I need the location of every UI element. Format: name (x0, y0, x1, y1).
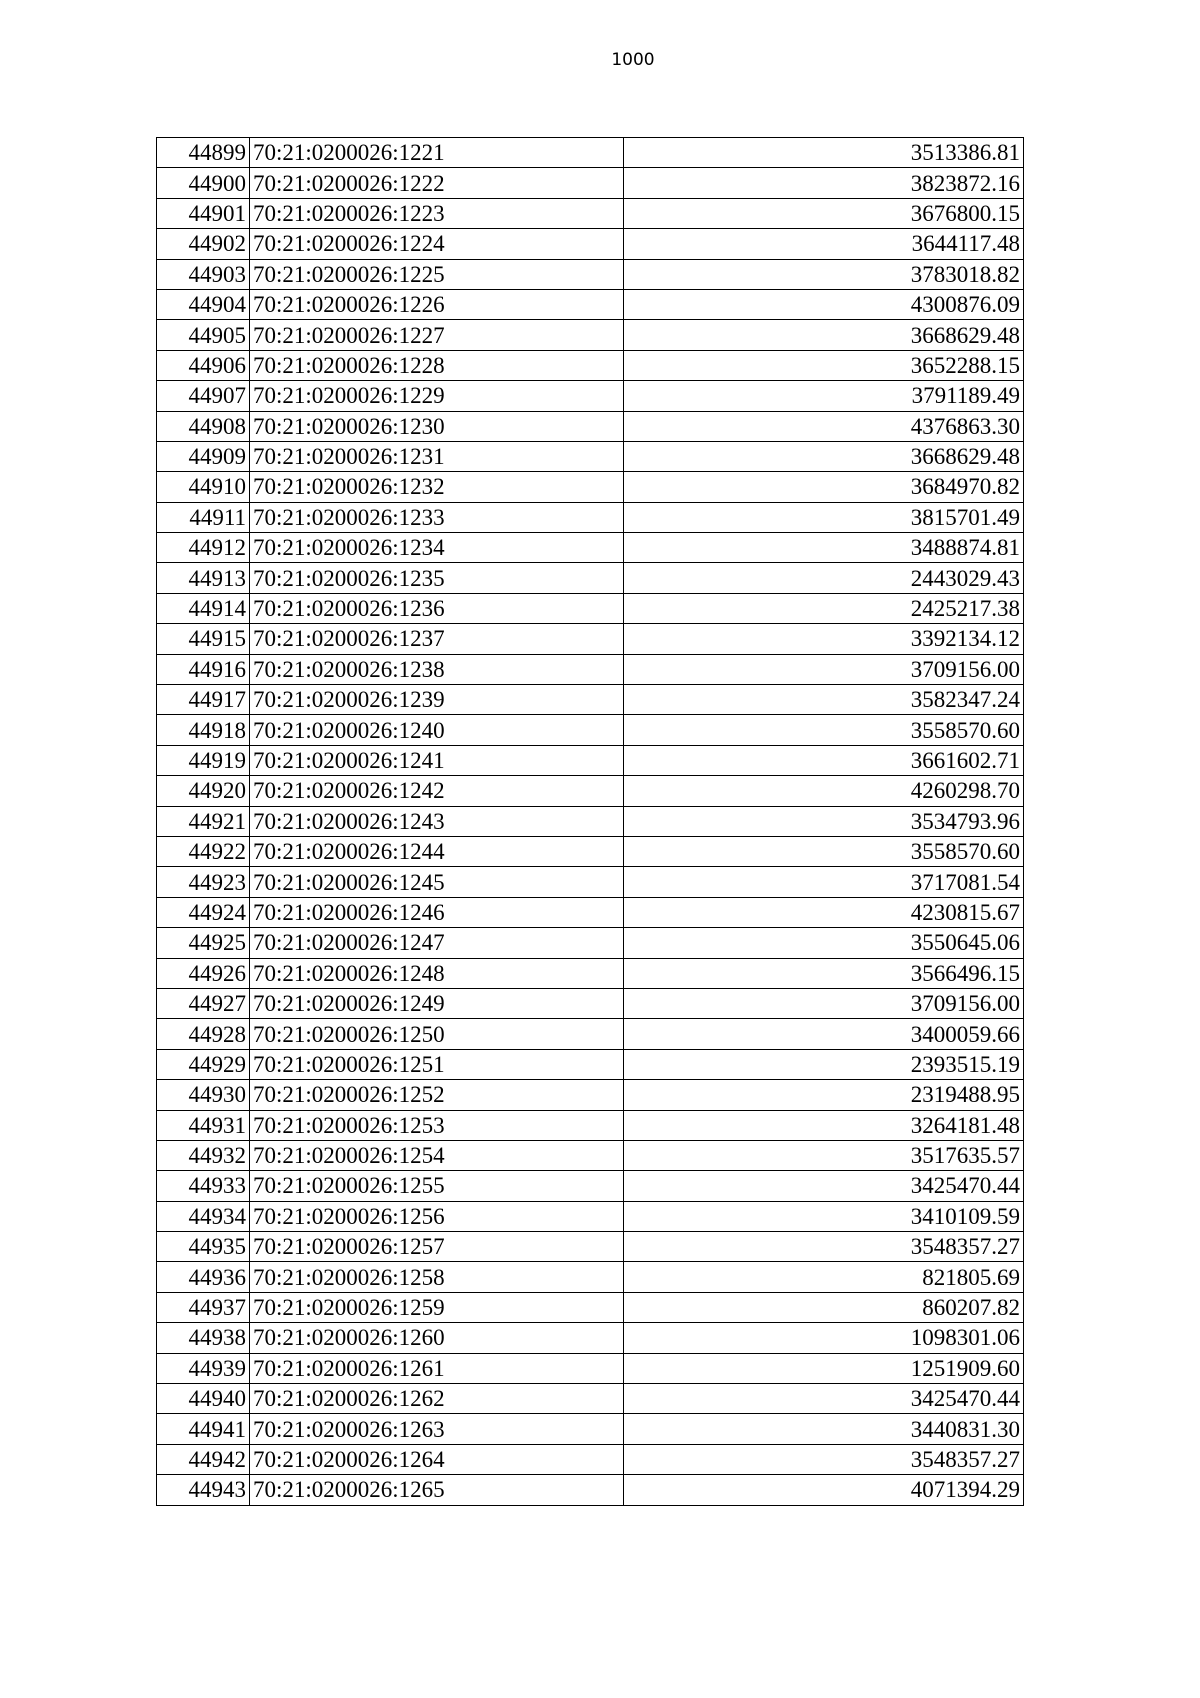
row-number-cell: 44912 (157, 533, 250, 563)
table-row (157, 1049, 1024, 1079)
cadastral-value-cell: 4071394.29 (624, 1475, 1024, 1505)
row-number-cell: 44935 (157, 1232, 250, 1262)
cadastral-number-cell: 70:21:0200026:1260 (250, 1323, 624, 1353)
table-row (157, 928, 1024, 958)
table-row (157, 836, 1024, 866)
table-body (157, 138, 1024, 1506)
table-row (157, 229, 1024, 259)
row-number-cell: 44925 (157, 928, 250, 958)
cadastral-value-cell: 2425217.38 (624, 593, 1024, 623)
cadastral-number-cell: 70:21:0200026:1222 (250, 168, 624, 198)
cadastral-number-cell: 70:21:0200026:1258 (250, 1262, 624, 1292)
cadastral-value-cell: 3783018.82 (624, 259, 1024, 289)
cadastral-number-cell: 70:21:0200026:1247 (250, 928, 624, 958)
cadastral-value-cell: 3566496.15 (624, 958, 1024, 988)
table-row (157, 867, 1024, 897)
cadastral-value-cell: 3709156.00 (624, 988, 1024, 1018)
row-number-cell: 44927 (157, 988, 250, 1018)
row-number-cell: 44939 (157, 1353, 250, 1383)
cadastral-value-cell: 3425470.44 (624, 1171, 1024, 1201)
row-number-cell: 44922 (157, 836, 250, 866)
page-number: 1000 (611, 50, 655, 70)
row-number-cell: 44934 (157, 1201, 250, 1231)
cadastral-value-cell: 4230815.67 (624, 897, 1024, 927)
row-number-cell: 44924 (157, 897, 250, 927)
cadastral-value-cell: 1251909.60 (624, 1353, 1024, 1383)
cadastral-value-cell: 3644117.48 (624, 229, 1024, 259)
cadastral-value-cell: 3548357.27 (624, 1232, 1024, 1262)
cadastral-number-cell: 70:21:0200026:1264 (250, 1444, 624, 1474)
cadastral-value-cell: 3815701.49 (624, 502, 1024, 532)
row-number-cell: 44943 (157, 1475, 250, 1505)
cadastral-number-cell: 70:21:0200026:1256 (250, 1201, 624, 1231)
cadastral-value-cell: 1098301.06 (624, 1323, 1024, 1353)
table-row (157, 715, 1024, 745)
row-number-cell: 44911 (157, 502, 250, 532)
table-row (157, 1080, 1024, 1110)
cadastral-value-cell: 3717081.54 (624, 867, 1024, 897)
row-number-cell: 44901 (157, 198, 250, 228)
cadastral-value-cell: 2443029.43 (624, 563, 1024, 593)
table-row (157, 563, 1024, 593)
cadastral-number-cell: 70:21:0200026:1243 (250, 806, 624, 836)
table-row (157, 168, 1024, 198)
cadastral-number-cell: 70:21:0200026:1240 (250, 715, 624, 745)
table-row (157, 624, 1024, 654)
cadastral-number-cell: 70:21:0200026:1265 (250, 1475, 624, 1505)
cadastral-value-cell: 3488874.81 (624, 533, 1024, 563)
cadastral-value-cell: 3517635.57 (624, 1140, 1024, 1170)
row-number-cell: 44937 (157, 1292, 250, 1322)
table-row (157, 533, 1024, 563)
cadastral-value-cell: 3684970.82 (624, 472, 1024, 502)
table-row (157, 1201, 1024, 1231)
cadastral-value-cell: 3264181.48 (624, 1110, 1024, 1140)
cadastral-number-cell: 70:21:0200026:1249 (250, 988, 624, 1018)
cadastral-number-cell: 70:21:0200026:1235 (250, 563, 624, 593)
row-number-cell: 44929 (157, 1049, 250, 1079)
row-number-cell: 44921 (157, 806, 250, 836)
cadastral-number-cell: 70:21:0200026:1234 (250, 533, 624, 563)
table-row (157, 897, 1024, 927)
cadastral-number-cell: 70:21:0200026:1250 (250, 1019, 624, 1049)
cadastral-number-cell: 70:21:0200026:1263 (250, 1414, 624, 1444)
table-row (157, 1323, 1024, 1353)
row-number-cell: 44920 (157, 776, 250, 806)
row-number-cell: 44910 (157, 472, 250, 502)
cadastral-value-cell: 3513386.81 (624, 138, 1024, 168)
table-row (157, 1140, 1024, 1170)
table-row (157, 1292, 1024, 1322)
table-row (157, 1384, 1024, 1414)
row-number-cell: 44933 (157, 1171, 250, 1201)
cadastral-value-cell: 3668629.48 (624, 320, 1024, 350)
table-row (157, 350, 1024, 380)
cadastral-value-cell: 3668629.48 (624, 441, 1024, 471)
row-number-cell: 44904 (157, 289, 250, 319)
table-row (157, 441, 1024, 471)
cadastral-value-cell: 3676800.15 (624, 198, 1024, 228)
table-row (157, 1232, 1024, 1262)
cadastral-value-cell: 3440831.30 (624, 1414, 1024, 1444)
cadastral-value-cell: 3791189.49 (624, 381, 1024, 411)
row-number-cell: 44902 (157, 229, 250, 259)
cadastral-value-cell: 860207.82 (624, 1292, 1024, 1322)
cadastral-number-cell: 70:21:0200026:1232 (250, 472, 624, 502)
row-number-cell: 44905 (157, 320, 250, 350)
cadastral-value-cell: 3400059.66 (624, 1019, 1024, 1049)
row-number-cell: 44909 (157, 441, 250, 471)
table-row (157, 502, 1024, 532)
cadastral-number-cell: 70:21:0200026:1225 (250, 259, 624, 289)
table-row (157, 1262, 1024, 1292)
cadastral-number-cell: 70:21:0200026:1239 (250, 685, 624, 715)
cadastral-value-cell: 3550645.06 (624, 928, 1024, 958)
row-number-cell: 44919 (157, 745, 250, 775)
row-number-cell: 44899 (157, 138, 250, 168)
cadastral-number-cell: 70:21:0200026:1223 (250, 198, 624, 228)
table-row (157, 138, 1024, 168)
cadastral-number-cell: 70:21:0200026:1248 (250, 958, 624, 988)
cadastral-number-cell: 70:21:0200026:1224 (250, 229, 624, 259)
cadastral-number-cell: 70:21:0200026:1230 (250, 411, 624, 441)
table-row (157, 411, 1024, 441)
cadastral-number-cell: 70:21:0200026:1237 (250, 624, 624, 654)
cadastral-value-cell: 3661602.71 (624, 745, 1024, 775)
table-row (157, 1444, 1024, 1474)
cadastral-number-cell: 70:21:0200026:1252 (250, 1080, 624, 1110)
table-row (157, 745, 1024, 775)
table-row (157, 1110, 1024, 1140)
table-row (157, 988, 1024, 1018)
cadastral-number-cell: 70:21:0200026:1257 (250, 1232, 624, 1262)
row-number-cell: 44923 (157, 867, 250, 897)
table-row (157, 198, 1024, 228)
table-row (157, 654, 1024, 684)
row-number-cell: 44926 (157, 958, 250, 988)
cadastral-number-cell: 70:21:0200026:1253 (250, 1110, 624, 1140)
cadastral-value-cell: 3652288.15 (624, 350, 1024, 380)
row-number-cell: 44915 (157, 624, 250, 654)
table-row (157, 1171, 1024, 1201)
cadastral-value-cell: 4376863.30 (624, 411, 1024, 441)
row-number-cell: 44907 (157, 381, 250, 411)
row-number-cell: 44940 (157, 1384, 250, 1414)
table-row (157, 289, 1024, 319)
row-number-cell: 44903 (157, 259, 250, 289)
cadastral-number-cell: 70:21:0200026:1255 (250, 1171, 624, 1201)
cadastral-number-cell: 70:21:0200026:1227 (250, 320, 624, 350)
cadastral-value-cell: 3425470.44 (624, 1384, 1024, 1414)
cadastral-number-cell: 70:21:0200026:1242 (250, 776, 624, 806)
cadastral-value-cell: 3558570.60 (624, 715, 1024, 745)
table-row (157, 806, 1024, 836)
cadastral-number-cell: 70:21:0200026:1236 (250, 593, 624, 623)
row-number-cell: 44930 (157, 1080, 250, 1110)
cadastral-value-cell: 3548357.27 (624, 1444, 1024, 1474)
cadastral-number-cell: 70:21:0200026:1241 (250, 745, 624, 775)
cadastral-number-cell: 70:21:0200026:1245 (250, 867, 624, 897)
cadastral-value-cell: 3392134.12 (624, 624, 1024, 654)
cadastral-number-cell: 70:21:0200026:1231 (250, 441, 624, 471)
table-row (157, 1475, 1024, 1505)
table-row (157, 320, 1024, 350)
row-number-cell: 44941 (157, 1414, 250, 1444)
row-number-cell: 44918 (157, 715, 250, 745)
table-row (157, 593, 1024, 623)
row-number-cell: 44942 (157, 1444, 250, 1474)
row-number-cell: 44900 (157, 168, 250, 198)
cadastral-value-cell: 3410109.59 (624, 1201, 1024, 1231)
cadastral-number-cell: 70:21:0200026:1221 (250, 138, 624, 168)
cadastral-number-cell: 70:21:0200026:1238 (250, 654, 624, 684)
cadastral-value-cell: 3823872.16 (624, 168, 1024, 198)
row-number-cell: 44931 (157, 1110, 250, 1140)
table-row (157, 1019, 1024, 1049)
table-row (157, 472, 1024, 502)
cadastral-number-cell: 70:21:0200026:1246 (250, 897, 624, 927)
row-number-cell: 44913 (157, 563, 250, 593)
cadastral-value-cell: 2393515.19 (624, 1049, 1024, 1079)
table-row (157, 259, 1024, 289)
cadastral-value-cell: 4300876.09 (624, 289, 1024, 319)
cadastral-number-cell: 70:21:0200026:1244 (250, 836, 624, 866)
cadastral-value-cell: 821805.69 (624, 1262, 1024, 1292)
cadastral-number-cell: 70:21:0200026:1251 (250, 1049, 624, 1079)
cadastral-value-cell: 2319488.95 (624, 1080, 1024, 1110)
table-row (157, 958, 1024, 988)
cadastral-number-cell: 70:21:0200026:1233 (250, 502, 624, 532)
table-row (157, 1353, 1024, 1383)
row-number-cell: 44936 (157, 1262, 250, 1292)
table-row (157, 381, 1024, 411)
row-number-cell: 44932 (157, 1140, 250, 1170)
table-row (157, 1414, 1024, 1444)
row-number-cell: 44917 (157, 685, 250, 715)
row-number-cell: 44914 (157, 593, 250, 623)
cadastral-number-cell: 70:21:0200026:1261 (250, 1353, 624, 1383)
table-row (157, 685, 1024, 715)
cadastral-value-cell: 3558570.60 (624, 836, 1024, 866)
row-number-cell: 44906 (157, 350, 250, 380)
cadastral-value-cell: 4260298.70 (624, 776, 1024, 806)
table-row (157, 776, 1024, 806)
cadastral-number-cell: 70:21:0200026:1254 (250, 1140, 624, 1170)
cadastral-number-cell: 70:21:0200026:1262 (250, 1384, 624, 1414)
cadastral-number-cell: 70:21:0200026:1259 (250, 1292, 624, 1322)
cadastral-number-cell: 70:21:0200026:1229 (250, 381, 624, 411)
cadastral-value-cell: 3534793.96 (624, 806, 1024, 836)
cadastral-number-cell: 70:21:0200026:1226 (250, 289, 624, 319)
row-number-cell: 44908 (157, 411, 250, 441)
row-number-cell: 44938 (157, 1323, 250, 1353)
row-number-cell: 44916 (157, 654, 250, 684)
cadastral-value-table (156, 137, 1024, 1506)
cadastral-value-cell: 3709156.00 (624, 654, 1024, 684)
row-number-cell: 44928 (157, 1019, 250, 1049)
cadastral-value-cell: 3582347.24 (624, 685, 1024, 715)
cadastral-number-cell: 70:21:0200026:1228 (250, 350, 624, 380)
